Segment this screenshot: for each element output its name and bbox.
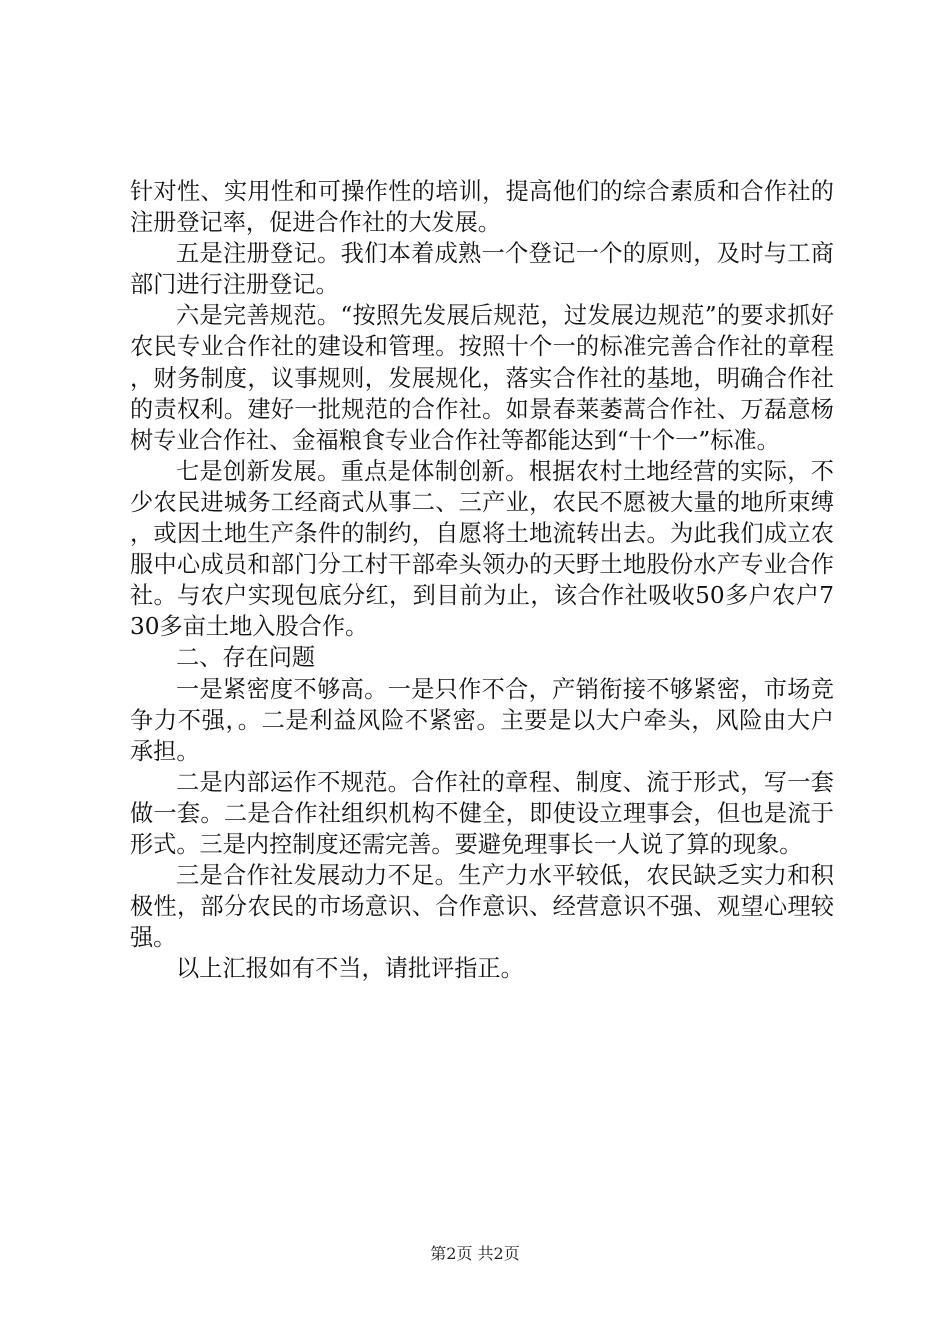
paragraph-closing: 以上汇报如有不当，请批评指正。 bbox=[176, 955, 524, 983]
paragraph-registration: 五是注册登记。我们本着成熟一个登记一个的原则，及时与工商部门进行注册登记。 bbox=[130, 240, 834, 299]
paragraph-continuation: 针对性、实用性和可操作性的培训，提高他们的综合素质和合作社的注册登记率，促进合作社的大发展。 bbox=[130, 178, 834, 237]
paragraph-problem-one: 一是紧密度不够高。一是只作不合，产销衔接不够紧密，市场竞争力不强，。二是利益风险不紧密。主要是以大户牵头，风险由大户承担。 bbox=[130, 675, 834, 765]
document-body bbox=[130, 176, 834, 984]
section-heading-problems: 二、存在问题 bbox=[176, 644, 316, 672]
paragraph-problem-two: 二是内部运作不规范。合作社的章程、制度、流于形式，写一套做一套。二是合作社组织机构不健全，即使设立理事会，但也是流于形式。三是内控制度还需完善。要避免理事长一人说了算的现象。 bbox=[130, 768, 834, 858]
paragraph-innovation: 七是创新发展。重点是体制创新。根据农村土地经营的实际，不少农民进城务工经商式从事二、三产业，农民不愿被大量的地所束缚，或因土地生产条件的制约，自愿将土地流转出去。为此我们成立农服中心成员和部门分工村干部牵头领办的天野土地股份水产专业合作社。与农户实现包底分红，到目前为止，该合作社吸收50多户农户730多亩土地入股合作。 bbox=[130, 457, 834, 641]
paragraph-problem-three: 三是合作社发展动力不足。生产力水平较低，农民缺乏实力和积极性，部分农民的市场意识、合作意识、经营意识不强、观望心理较强。 bbox=[130, 862, 834, 952]
page-footer: 第2页 共2页 bbox=[430, 1244, 520, 1263]
paragraph-standardization: 六是完善规范。“按照先发展后规范，过发展边规范”的要求抓好农民专业合作社的建设和管理。按照十个一的标准完善合作社的章程，财务制度，议事规则，发展规化，落实合作社的基地，明确合作社的责权利。建好一批规范的合作社。如景春莱萎蒿合作社、万磊意杨树专业合作社、金福粮食专业合作社等都能达到“十个一”标准。 bbox=[130, 302, 834, 454]
